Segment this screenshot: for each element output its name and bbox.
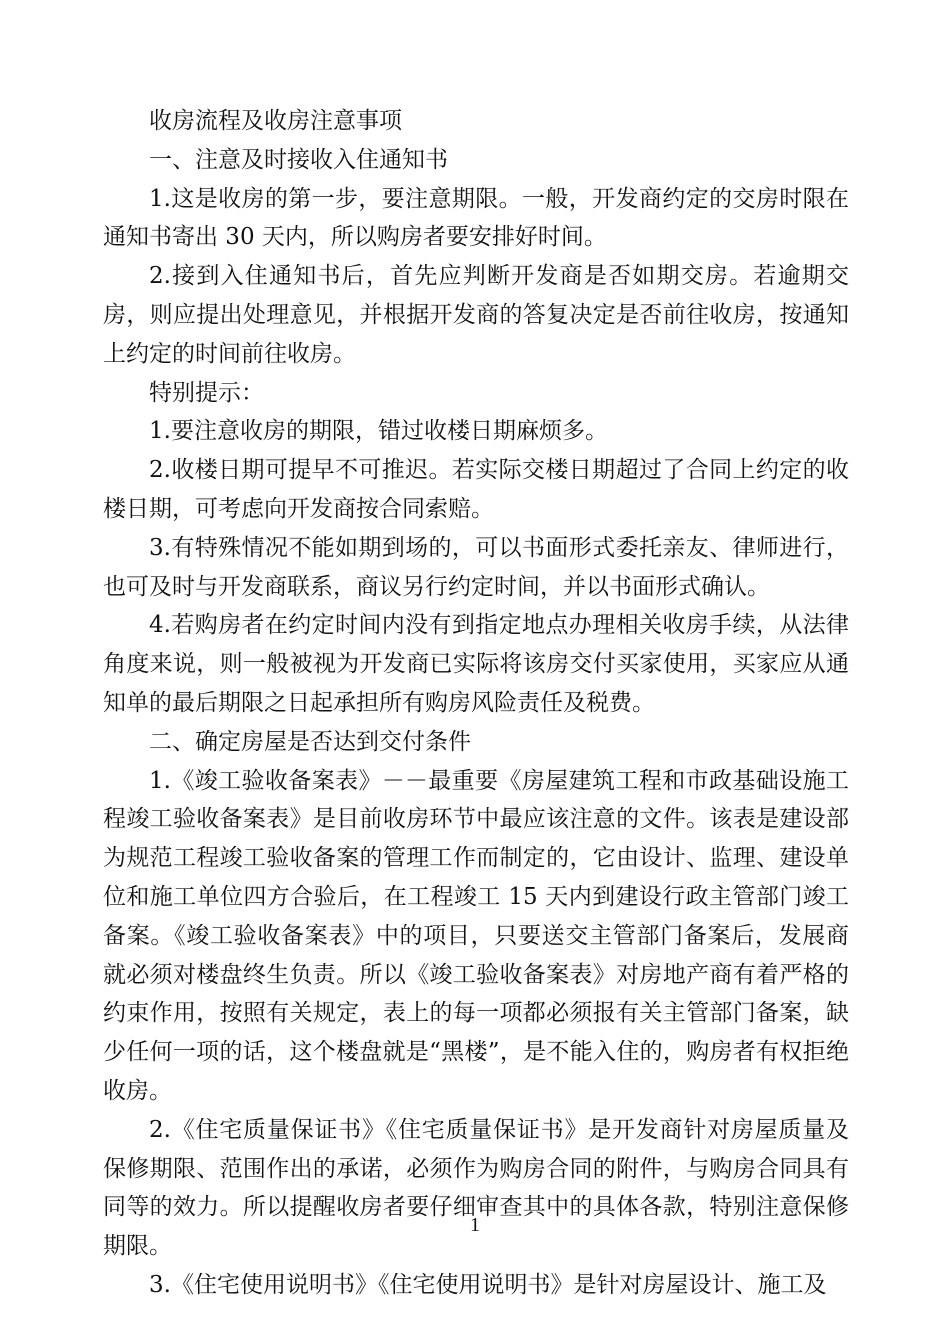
special-tip-heading: 特别提示： — [149, 379, 264, 406]
paragraph: 2.收楼日期可提早不可推迟。若实际交楼日期超过了合同上约定的收楼日期，可考虑向开发商按合同索赔。 — [103, 457, 849, 522]
paragraph: 2.接到入住通知书后，首先应判断开发商是否如期交房。若逾期交房，则应提出处理意见，并根据开发商的答复决定是否前往收房，按通知上约定的时间前往收房。 — [103, 263, 849, 367]
section-heading-2: 二、确定房屋是否达到交付条件 — [149, 728, 471, 755]
paragraph: 2.《住宅质量保证书》《住宅质量保证书》是开发商针对房屋质量及保修期限、范围作出的承诺，必须作为购房合同的附件，与购房合同具有同等的效力。所以提醒收房者要仔细审查其中的具体各款，特别注意保修期限。 — [103, 1116, 849, 1260]
paragraph: 4.若购房者在约定时间内没有到指定地点办理相关收房手续，从法律角度来说，则一般被视为开发商已实际将该房交付买家使用，买家应从通知单的最后期限之日起承担所有购房风险责任及税费。 — [103, 612, 849, 716]
section-heading-1: 一、注意及时接收入住通知书 — [149, 146, 448, 173]
paragraph: 1.要注意收房的期限，错过收楼日期麻烦多。 — [149, 418, 608, 445]
paragraph: 3.有特殊情况不能如期到场的，可以书面形式委托亲友、律师进行，也可及时与开发商联系，商议另行约定时间，并以书面形式确认。 — [103, 534, 849, 600]
paragraph: 3.《住宅使用说明书》《住宅使用说明书》是针对房屋设计、施工及 — [149, 1271, 827, 1298]
document-title: 收房流程及收房注意事项 — [149, 108, 402, 134]
paragraph: 1.《竣工验收备案表》－－最重要《房屋建筑工程和市政基础设施工程竣工验收备案表》是目前收房环节中最应该注意的文件。该表是建设部为规范工程竣工验收备案的管理工作而制定的，它由设计、监理、建设单位和施工单位四方合验后，在工程竣工 15 天内到建设行政主管部门竣工备案。《竣工验收备案表》中的项目，只要送交主管部门备案后，发展商就必须对楼盘终生负责。所以《竣工验收备案表》对房地产商有着严格的约束作用，按照有关规定，表上的每一项都必须报有关主管部门备案，缺少任何一项的话，这个楼盘就是“黑楼”，是不能入住的，购房者有权拒绝收房。 — [103, 767, 849, 1104]
paragraph: 1.这是收房的第一步，要注意期限。一般，开发商约定的交房时限在通知书寄出 30 天内，所以购房者要安排好时间。 — [103, 185, 849, 251]
page-number: 1 — [470, 1214, 480, 1236]
document-body — [103, 102, 849, 1305]
